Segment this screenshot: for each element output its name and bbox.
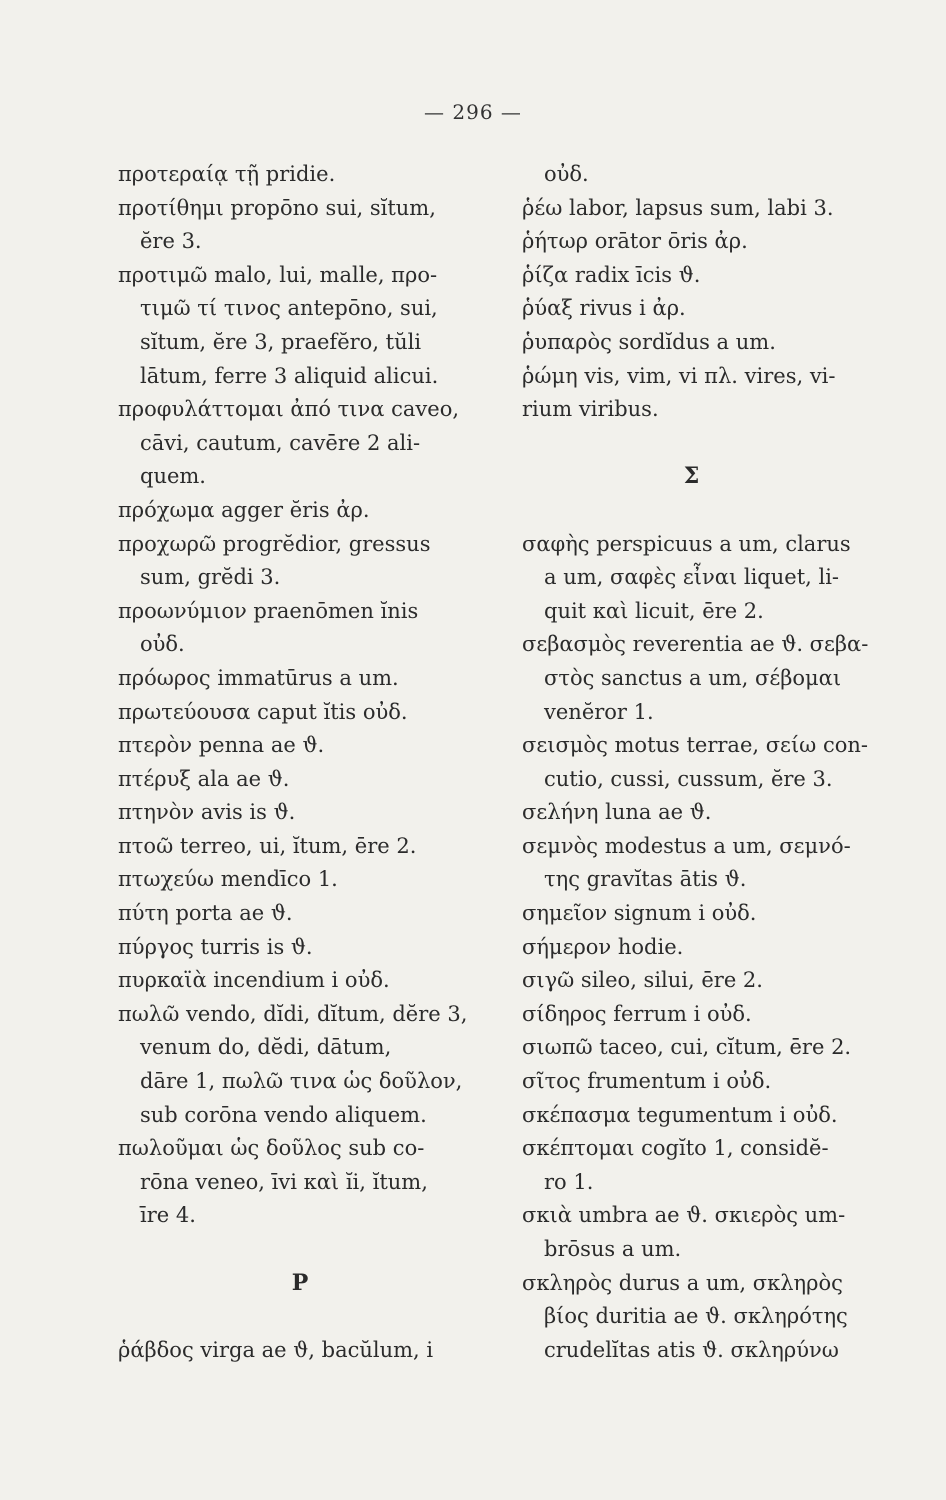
left-column [118, 158, 503, 1367]
entry-line: ῥάβδος virga ae ϑ, bacŭlum, i [118, 1337, 434, 1362]
page-number: — 296 — [424, 100, 522, 124]
entry-line: οὐδ. [140, 632, 185, 657]
entry-line: σιωπῶ taceo, cui, cĭtum, ēre 2. [522, 1035, 852, 1060]
entry-line: quem. [140, 464, 206, 489]
entry-line: σαφὴς perspicuus a um, clarus [522, 531, 851, 556]
entry-line: venum do, dĕdi, dātum, [140, 1035, 392, 1060]
entry-line: lātum, ferre 3 aliquid alicui. [140, 363, 439, 388]
entry-line: dāre 1, πωλῶ τινα ὡς δοῦλον, [140, 1069, 463, 1094]
entry-line: πτηνὸν avis is ϑ. [118, 800, 296, 825]
entry-line: ῥυπαρὸς sordĭdus a um. [522, 329, 776, 354]
entry-line: σημεῖον signum i οὐδ. [522, 901, 757, 926]
entry-line: īre 4. [140, 1203, 196, 1228]
entry-line: σκιὰ umbra ae ϑ. σκιερὸς um- [522, 1203, 846, 1228]
entry-line: προφυλάττομαι ἀπό τινα caveo, [118, 397, 460, 422]
entry-line: πτέρυξ ala ae ϑ. [118, 766, 290, 791]
section-letter-rho: Ρ [291, 1269, 310, 1296]
entry-line: crudelĭtas atis ϑ. σκληρύνω [544, 1337, 839, 1362]
entry-line: οὐδ. [544, 162, 589, 186]
entry-line: πυρκαϊὰ incendium i οὐδ. [118, 968, 390, 993]
entry-line: ῥήτωρ orātor ōris ἀρ. [522, 229, 748, 254]
entry-line: προτίθημι propōno sui, sĭtum, [118, 195, 436, 220]
entry-line: ῥώμη vis, vim, vi πλ. vires, vi- [522, 363, 836, 388]
entry-line: πύργος turris is ϑ. [118, 934, 313, 959]
blank-line [118, 1300, 503, 1334]
entry-line: ῥέω labor, lapsus sum, labi 3. [522, 195, 834, 220]
entry-line: πύτη porta ae ϑ. [118, 901, 293, 926]
right-column [522, 158, 922, 1367]
entry-line: brōsus a um. [544, 1237, 682, 1261]
entry-line: σκέπασμα tegumentum i οὐδ. [522, 1102, 838, 1127]
entry-line: ro 1. [544, 1169, 594, 1194]
entry-line: της gravĭtas ātis ϑ. [544, 867, 747, 892]
entry-line: προωνύμιον praenōmen ĭnis [118, 598, 419, 623]
entry-line: ĕre 3. [140, 229, 202, 254]
entry-line: προτιμῶ malo, lui, malle, προ- [118, 262, 438, 287]
entry-line: quit καὶ licuit, ēre 2. [544, 598, 764, 623]
entry-line: στὸς sanctus a um, σέβομαι [544, 665, 842, 690]
blank-line [522, 494, 922, 528]
entry-line: sĭtum, ĕre 3, praefĕro, tŭli [140, 329, 422, 354]
entry-line: σελήνη luna ae ϑ. [522, 800, 712, 825]
entry-line: πρόωρος immatūrus a um. [118, 665, 399, 690]
section-letter-sigma: Σ [683, 463, 701, 490]
entry-line: rium viribus. [522, 397, 659, 422]
entry-line: πωλῶ vendo, dĭdi, dĭtum, dĕre 3, [118, 1001, 468, 1026]
entry-line: σιγῶ sileo, silui, ēre 2. [522, 968, 763, 993]
blank-line [522, 427, 922, 461]
entry-line: σκληρὸς durus a um, σκληρὸς [522, 1270, 843, 1295]
entry-line: a um, σαφὲς εἶναι liquet, li- [544, 565, 840, 590]
entry-line: σεισμὸς motus terrae, σείω con- [522, 733, 868, 758]
entry-line: πτωχεύω mendīco 1. [118, 867, 338, 892]
entry-line: πρωτεύουσα caput ĭtis οὐδ. [118, 699, 408, 724]
entry-line: προχωρῶ progrĕdior, gressus [118, 531, 431, 556]
entry-line: rōna veneo, īvi καὶ ĭi, ĭtum, [140, 1169, 428, 1194]
entry-line: πτερὸν penna ae ϑ. [118, 733, 325, 758]
entry-line: sum, grĕdi 3. [140, 565, 281, 590]
entry-line: τιμῶ τί τινος antepōno, sui, [140, 296, 438, 321]
entry-line: σήμερον hodie. [522, 934, 684, 959]
entry-line: sub corōna vendo aliquem. [140, 1102, 427, 1127]
entry-line: ῥύαξ rivus i ἀρ. [522, 296, 686, 321]
entry-line: ῥίζα radix īcis ϑ. [522, 262, 701, 287]
entry-line: σίδηρος ferrum i οὐδ. [522, 1001, 752, 1026]
entry-line: cāvi, cautum, cavēre 2 ali- [140, 430, 421, 455]
entry-line: πωλοῦμαι ὡς δοῦλος sub co- [118, 1136, 425, 1161]
entry-line: πτοῶ terreo, ui, ĭtum, ēre 2. [118, 833, 417, 858]
entry-line: πρόχωμα agger ĕris ἀρ. [118, 497, 370, 522]
entry-line: venĕror 1. [544, 699, 654, 724]
entry-line: cutio, cussi, cussum, ĕre 3. [544, 766, 833, 791]
entry-line: βίος duritia ae ϑ. σκληρότης [544, 1304, 848, 1329]
blank-line [118, 1233, 503, 1267]
entry-line: σεμνὸς modestus a um, σεμνό- [522, 833, 851, 858]
entry-line: σῖτος frumentum i οὐδ. [522, 1069, 772, 1094]
entry-line: προτεραίᾳ τῇ pridie. [118, 162, 336, 186]
entry-line: σεβασμὸς reverentia ae ϑ. σεβα- [522, 632, 869, 657]
entry-line: σκέπτομαι cogĭto 1, considĕ- [522, 1136, 829, 1161]
